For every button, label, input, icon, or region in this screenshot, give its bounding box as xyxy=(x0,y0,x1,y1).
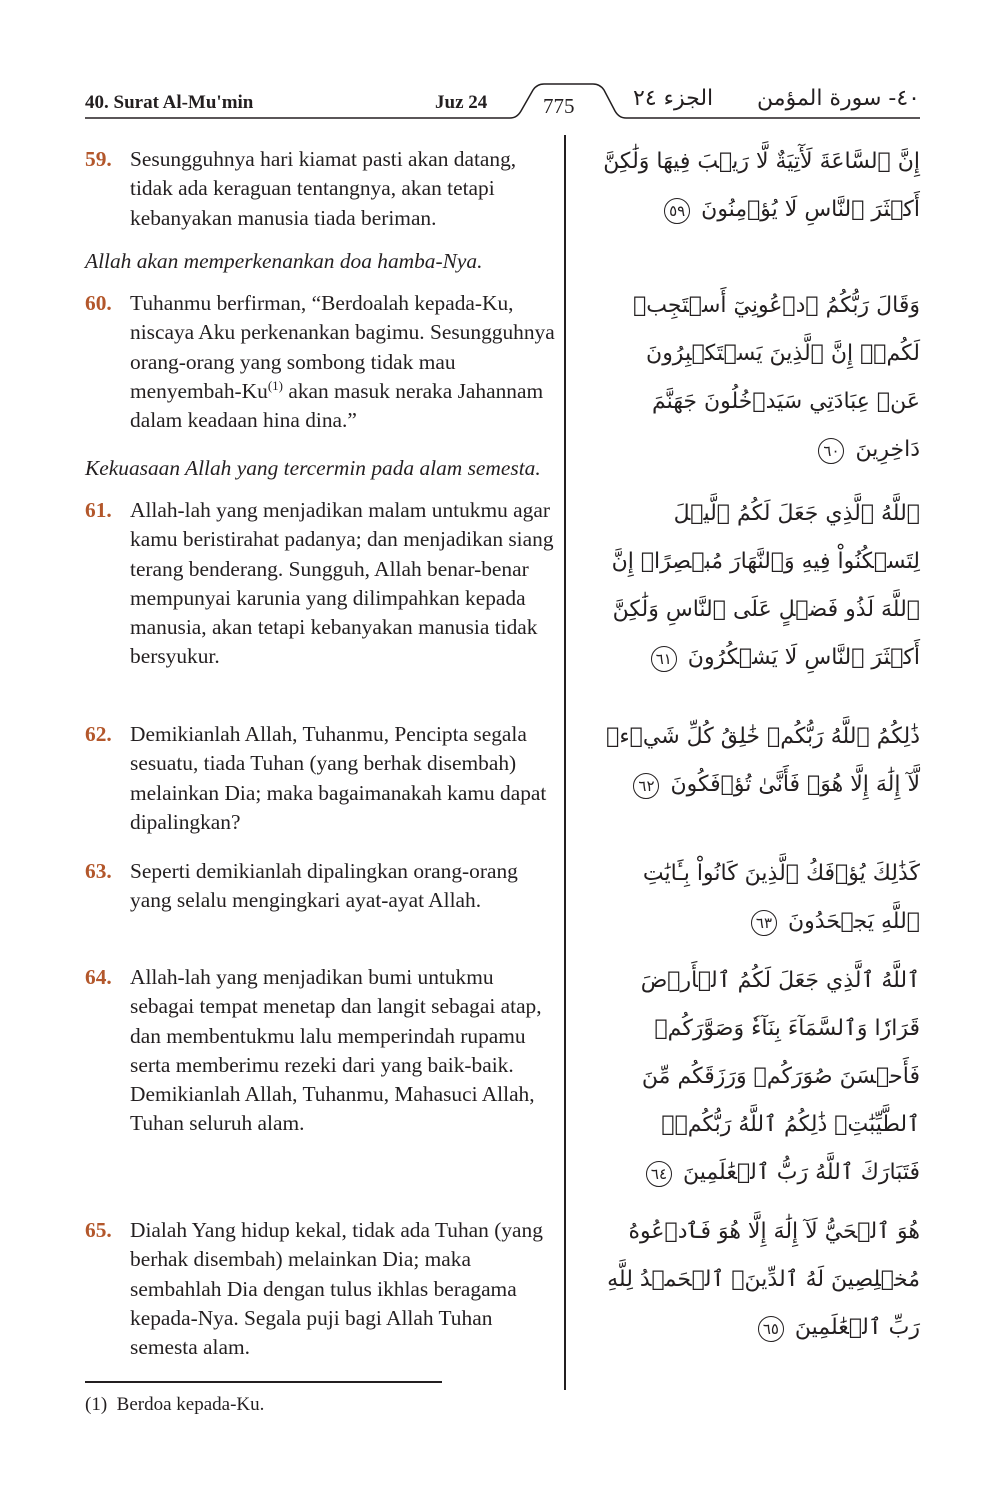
verse-60 xyxy=(85,289,555,435)
ayah-number-marker: ٦٣ xyxy=(751,910,777,936)
arabic-text: كَذَٰلِكَ يُؤۡفَكُ ٱلَّذِينَ كَانُواْ بِـَٔايَٰتِ ٱللَّهِ يَجۡحَدُونَ xyxy=(642,861,920,934)
verse-text: Allah-lah yang menjadikan bumi untukmu sebagai tempat menetap dan langit sebagai atap, dan membentukmu lalu memperindah rupamu serta memberimu rezeki dari yang baik-baik. Demikianlah Allah, Tuhanmu, Mahasuci Allah, Tuhan seluruh alam. xyxy=(130,965,542,1136)
verse-text: Allah-lah yang menjadikan malam untukmu agar kamu beristirahat padanya; dan menjadikan siang terang benderang. Sungguh, Allah benar-benar mempunyai karunia yang dilimpahkan kepada manusia, akan tetapi kebanyakan manusia tidak bersyukur. xyxy=(130,498,554,669)
arabic-text: إِنَّ ٱلسَّاعَةَ لَأٓتِيَةٌ لَّا رَيۡبَ فِيهَا وَلَٰكِنَّ أَكۡثَرَ ٱلنَّاسِ لَا يُؤۡمِنُونَ xyxy=(603,149,920,222)
footnote xyxy=(85,1394,264,1416)
arabic-text: ٱللَّهُ ٱلَّذِي جَعَلَ لَكُمُ ٱلۡأَرۡضَ قَرَارٗا وَٱلسَّمَآءَ بِنَآءٗ وَصَوَّرَكُمۡ فَأَحۡسَنَ صُوَرَكُمۡ وَرَزَقَكُم مِّنَ ٱلطَّيِّبَٰتِۚ ذَٰلِكُمُ ٱللَّهُ رَبُّكُمۡۖ فَتَبَارَكَ ٱللَّهُ رَبُّ ٱلۡعَٰلَمِينَ xyxy=(640,968,920,1185)
arabic-verse-61 xyxy=(600,490,920,682)
verse-number: 61. xyxy=(85,498,112,522)
arabic-verse-65 xyxy=(600,1208,920,1352)
ayah-number-marker: ٦١ xyxy=(651,646,677,672)
ayah-number-marker: ٦٤ xyxy=(646,1161,672,1187)
verse-text: Tuhanmu berfirman, “Berdoalah kepada-Ku, niscaya Aku perkenankan bagimu. Sesungguhnya orang-orang yang sombong tidak mau menyembah-Ku xyxy=(130,291,555,403)
verse-number: 63. xyxy=(85,859,112,883)
arabic-text: وَقَالَ رَبُّكُمُ ٱدۡعُونِيٓ أَسۡتَجِبۡ لَكُمۡۚ إِنَّ ٱلَّذِينَ يَسۡتَكۡبِرُونَ عَنۡ عِبَادَتِي سَيَدۡخُلُونَ جَهَنَّمَ دَاخِرِينَ xyxy=(633,293,920,462)
verse-number: 59. xyxy=(85,147,112,171)
ayah-number-marker: ٦٠ xyxy=(818,438,844,464)
footnote-number: (1) xyxy=(85,1394,108,1415)
verse-63 xyxy=(85,857,555,916)
verse-59 xyxy=(85,145,555,233)
arabic-text: ذَٰلِكُمُ ٱللَّهُ رَبُّكُمۡ خَٰلِقُ كُلِّ شَيۡءٖ لَّآ إِلَٰهَ إِلَّا هُوَۖ فَأَنَّىٰ تُؤۡفَكُونَ xyxy=(606,724,920,797)
footnote-text: Berdoa kepada-Ku. xyxy=(116,1394,265,1415)
juz-label-arabic: الجزء ٢٤ xyxy=(633,86,714,111)
arabic-verse-64 xyxy=(600,957,920,1197)
verse-text: Demikianlah Allah, Tuhanmu, Pencipta segala sesuatu, tiada Tuhan (yang berhak disembah) melainkan Dia; maka bagaimanakah kamu dapat dipalingkan? xyxy=(130,722,547,834)
footnote-ref: (1) xyxy=(267,377,283,393)
verse-text-cont: akan masuk neraka Jahannam dalam keadaan hina dina.” xyxy=(130,378,544,433)
verse-number: 65. xyxy=(85,1218,112,1242)
ayah-number-marker: ٦٥ xyxy=(758,1316,784,1342)
verse-number: 62. xyxy=(85,722,112,746)
arabic-verse-63 xyxy=(600,850,920,946)
verse-62 xyxy=(85,720,555,837)
juz-label-latin: Juz 24 xyxy=(435,92,488,113)
verse-61 xyxy=(85,496,555,672)
ayah-number-marker: ٥٩ xyxy=(664,198,690,224)
verse-65 xyxy=(85,1216,555,1362)
verse-text: Dialah Yang hidup kekal, tidak ada Tuhan (yang berhak disembah) melainkan Dia; maka sembahlah Dia dengan tulus ikhlas beragama kepada-Nya. Segala puji bagi Allah Tuhan semesta alam. xyxy=(130,1218,543,1360)
verse-text: Sesungguhnya hari kiamat pasti akan datang, tidak ada keraguan tentangnya, akan tetapi kebanyakan manusia tiada beriman. xyxy=(130,147,517,230)
section-heading: Allah akan memperkenankan doa hamba-Nya. xyxy=(85,249,483,273)
arabic-verse-60 xyxy=(600,282,920,474)
page-header xyxy=(85,78,920,122)
arabic-verse-59 xyxy=(600,138,920,234)
arabic-text: ٱللَّهُ ٱلَّذِي جَعَلَ لَكُمُ ٱلَّيۡلَ لِتَسۡكُنُواْ فِيهِ وَٱلنَّهَارَ مُبۡصِرًاۚ إِنَّ ٱللَّهَ لَذُو فَضۡلٍ عَلَى ٱلنَّاسِ وَلَٰكِنَّ أَكۡثَرَ ٱلنَّاسِ لَا يَشۡكُرُونَ xyxy=(611,501,920,670)
column-divider xyxy=(564,135,566,1390)
ayah-number-marker: ٦٢ xyxy=(633,773,659,799)
surah-title-arabic: ٤٠- سورة المؤمن xyxy=(757,86,920,111)
page-number: 775 xyxy=(543,94,575,118)
verse-number: 60. xyxy=(85,291,112,315)
arabic-text: هُوَ ٱلۡحَيُّ لَآ إِلَٰهَ إِلَّا هُوَ فَٱدۡعُوهُ مُخۡلِصِينَ لَهُ ٱلدِّينَۗ ٱلۡحَمۡدُ لِلَّهِ رَبِّ ٱلۡعَٰلَمِينَ xyxy=(607,1219,920,1340)
footnote-rule xyxy=(85,1381,442,1383)
arabic-verse-62 xyxy=(600,713,920,809)
surah-title-latin: 40. Surat Al-Mu'min xyxy=(85,92,254,113)
verse-number: 64. xyxy=(85,965,112,989)
section-heading: Kekuasaan Allah yang tercermin pada alam semesta. xyxy=(85,456,541,480)
verse-64 xyxy=(85,963,555,1139)
verse-text: Seperti demikianlah dipalingkan orang-orang yang selalu mengingkari ayat-ayat Allah. xyxy=(130,859,518,913)
